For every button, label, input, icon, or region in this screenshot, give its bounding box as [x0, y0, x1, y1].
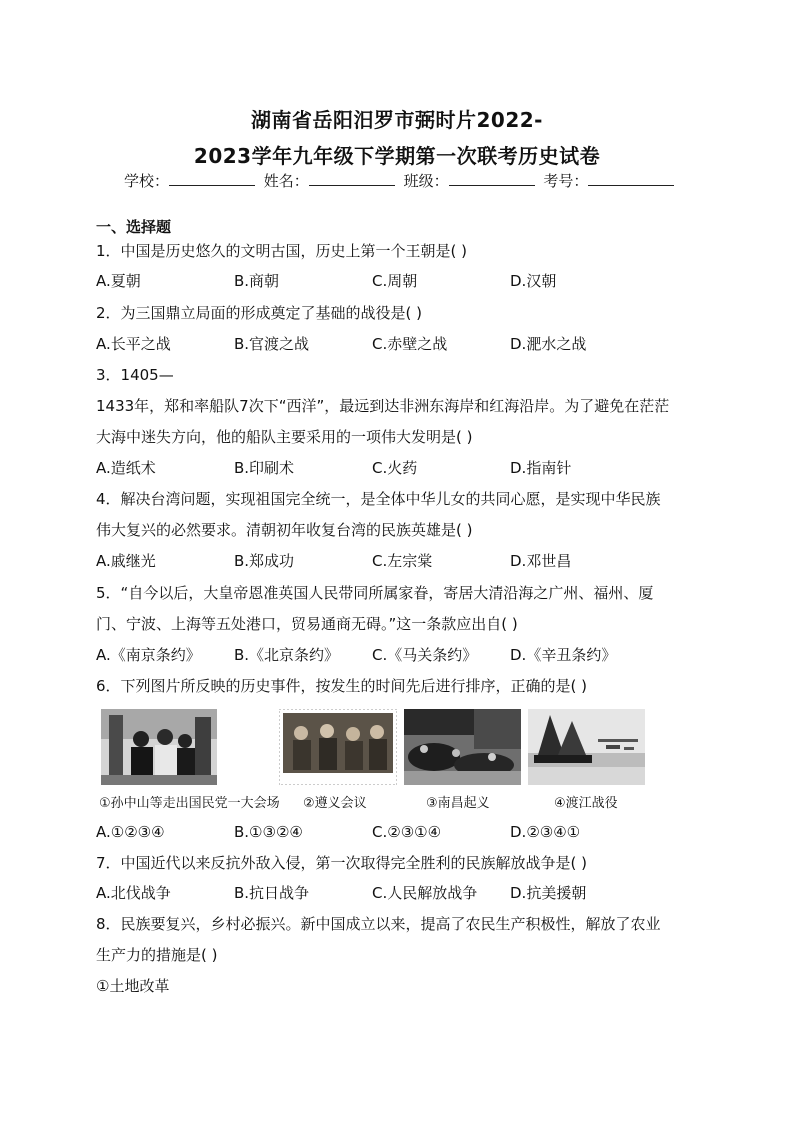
exam-title-line1: 湖南省岳阳汨罗市弼时片2022- [251, 108, 543, 132]
exam-title-line2: 2023学年九年级下学期第一次联考历史试卷 [193, 144, 601, 168]
q4-option-c[interactable]: C.左宗棠 [372, 552, 433, 570]
caption-4: ④渡江战役 [554, 796, 618, 811]
q2-option-d[interactable]: D.淝水之战 [510, 335, 587, 353]
q2-option-b[interactable]: B.官渡之战 [234, 335, 310, 353]
q1-option-d[interactable]: D.汉朝 [510, 272, 557, 290]
question-1-stem: 1．中国是历史悠久的文明古国，历史上第一个王朝是( ) [96, 242, 468, 260]
q4-option-d[interactable]: D.邓世昌 [510, 552, 572, 570]
student-info-row [124, 170, 678, 191]
question-8-stem-line2: 生产力的措施是( ) [96, 946, 218, 964]
photo-crossing-river-campaign [528, 709, 645, 785]
question-4-stem-line2: 伟大复兴的必然要求。清朝初年收复台湾的民族英雄是( ) [96, 521, 473, 539]
q1-option-c[interactable]: C.周朝 [372, 272, 418, 290]
caption-1: ①孙中山等走出国民党一大会场 [99, 796, 280, 811]
name-blank[interactable] [309, 171, 395, 186]
q5-option-b[interactable]: B.《北京条约》 [234, 646, 340, 664]
question-3-stem-line1: 3．1405— [96, 366, 174, 384]
question-3-stem-line3: 大海中迷失方向，他的船队主要采用的一项伟大发明是( ) [96, 428, 473, 446]
q5-option-d[interactable]: D.《辛丑条约》 [510, 646, 617, 664]
question-5-stem-line1: 5．“自今以后，大皇帝恩准英国人民带同所属家眷，寄居大清沿海之广州、福州、厦 [96, 584, 654, 602]
q5-option-a[interactable]: A.《南京条约》 [96, 646, 201, 664]
q3-option-c[interactable]: C.火药 [372, 459, 418, 477]
class-label: 班级： [403, 172, 449, 190]
question-8-stem-line1: 8．民族要复兴，乡村必振兴。新中国成立以来，提高了农民生产积极性，解放了农业 [96, 915, 661, 933]
question-6-stem: 6．下列图片所反映的历史事件，按发生的时间先后进行排序，正确的是( ) [96, 677, 588, 695]
q1-option-a[interactable]: A.夏朝 [96, 272, 141, 290]
question-3-stem-line2: 1433年，郑和率船队7次下“西洋”，最远到达非洲东海岸和红海沿岸。为了避免在茫茫 [96, 397, 670, 415]
school-blank[interactable] [169, 171, 255, 186]
question-7-stem: 7．中国近代以来反抗外敌入侵，第一次取得完全胜利的民族解放战争是( ) [96, 854, 588, 872]
q7-option-b[interactable]: B.抗日战争 [234, 884, 310, 902]
section-heading: 一、选择题 [96, 218, 172, 236]
q5-option-c[interactable]: C.《马关条约》 [372, 646, 478, 664]
q6-option-d[interactable]: D.②③④① [510, 823, 581, 841]
class-blank[interactable] [449, 171, 535, 186]
name-label: 姓名： [263, 172, 309, 190]
question-5-stem-line2: 门、宁波、上海等五处港口，贸易通商无碍。”这一条款应出自( ) [96, 615, 518, 633]
q1-option-b[interactable]: B.商朝 [234, 272, 280, 290]
q6-option-b[interactable]: B.①③②④ [234, 823, 303, 841]
photo-zunyi-conference-stamp [279, 709, 397, 785]
exam-number-label: 考号： [543, 172, 589, 190]
question-4-stem-line1: 4．解决台湾问题，实现祖国完全统一，是全体中华儿女的共同心愿，是实现中华民族 [96, 490, 661, 508]
q4-option-b[interactable]: B.郑成功 [234, 552, 295, 570]
q6-option-c[interactable]: C.②③①④ [372, 823, 442, 841]
q7-option-c[interactable]: C.人民解放战争 [372, 884, 478, 902]
q2-option-c[interactable]: C.赤壁之战 [372, 335, 448, 353]
photo-nanchang-uprising [404, 709, 521, 785]
question-2-stem: 2．为三国鼎立局面的形成奠定了基础的战役是( ) [96, 304, 423, 322]
q3-option-a[interactable]: A.造纸术 [96, 459, 156, 477]
q7-option-a[interactable]: A.北伐战争 [96, 884, 171, 902]
q3-option-d[interactable]: D.指南针 [510, 459, 572, 477]
photo-sun-yat-sen-kmt-congress [101, 709, 217, 785]
exam-number-blank[interactable] [588, 171, 674, 186]
caption-2: ②遵义会议 [303, 796, 367, 811]
question-8-item-1: ①土地改革 [96, 977, 170, 995]
q4-option-a[interactable]: A.戚继光 [96, 552, 156, 570]
q2-option-a[interactable]: A.长平之战 [96, 335, 171, 353]
q7-option-d[interactable]: D.抗美援朝 [510, 884, 587, 902]
caption-3: ③南昌起义 [426, 796, 490, 811]
q3-option-b[interactable]: B.印刷术 [234, 459, 295, 477]
school-label: 学校： [124, 172, 170, 190]
q6-option-a[interactable]: A.①②③④ [96, 823, 165, 841]
